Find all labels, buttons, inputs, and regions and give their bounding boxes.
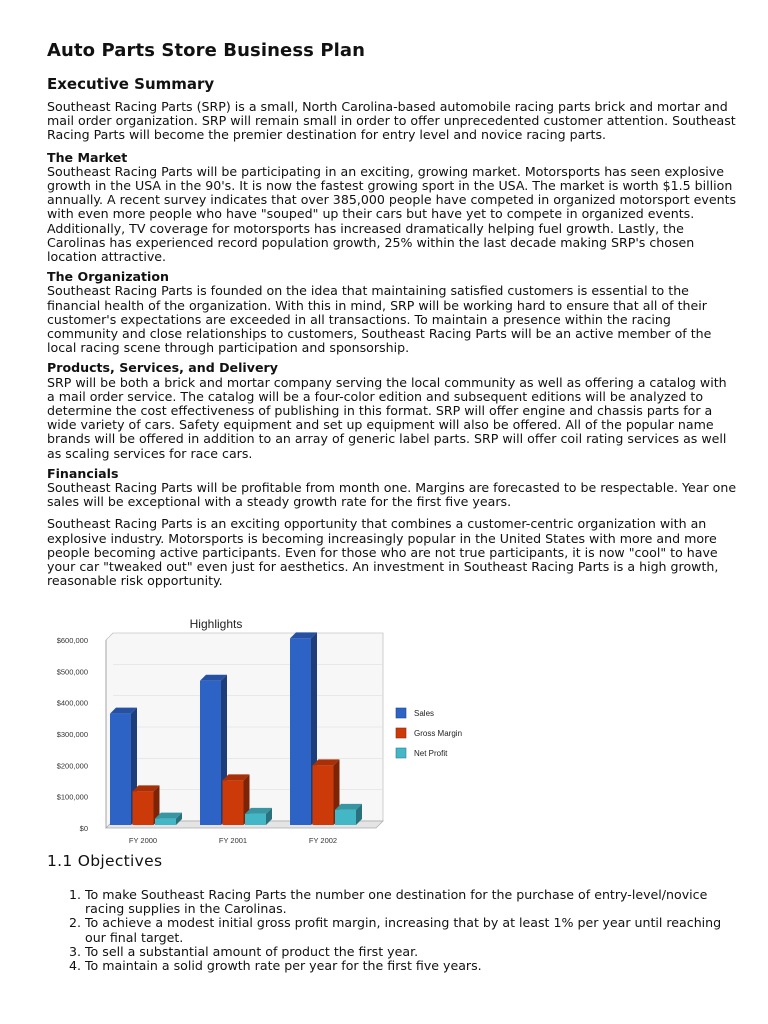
y-tick-label: $400,000 [56, 698, 88, 708]
bar-gross-margin [133, 791, 154, 825]
chart-title: Highlights [189, 617, 243, 631]
x-tick-label: FY 2000 [128, 836, 158, 845]
bar-net-profit [155, 819, 176, 825]
exec-summary-closing: Southeast Racing Parts is an exciting opportunity that combines a customer-centric organization with an explosive industry. Motorsports is becoming increasingly popular in the United States with more and more people becoming active participants. Even for those who are not true participants, it is now "cool" to have your car "tweaked out" even just for aesthetics. An investment in Southeast Racing Parts is a high growth, reasonable risk opportunity. [47, 516, 719, 589]
section-financials [47, 467, 737, 510]
section-heading: Financials [47, 465, 119, 481]
section-heading: The Market [47, 149, 128, 165]
bar-sales [110, 714, 131, 825]
legend-swatch [396, 748, 406, 758]
bar-net-profit [245, 814, 266, 825]
y-tick-label: $300,000 [56, 730, 88, 739]
section-products [47, 361, 737, 460]
exec-summary-heading: Executive Summary [47, 75, 215, 93]
objective-item: 3. To sell a substantial amount of product the first year. [85, 945, 737, 959]
highlights-chart [40, 610, 480, 850]
section-heading: Products, Services, and Delivery [47, 360, 278, 376]
objective-item: 2. To achieve a modest initial gross profit margin, increasing that by at least 1% per year until reaching our final target. [85, 916, 737, 944]
x-tick-label: FY 2001 [218, 836, 248, 845]
objectives-heading: 1.1 Objectives [47, 852, 163, 870]
bar-sales [200, 681, 221, 825]
section-heading: The Organization [47, 269, 169, 285]
legend-label: Net Profit [414, 749, 448, 758]
x-tick-label: FY 2002 [308, 836, 338, 845]
section-text: SRP will be both a brick and mortar company serving the local community as well as offering a catalog with a mail order service. The catalog will be a four-color edition and subsequent editions will be analyzed to determine the cost effectiveness of publishing in this format. SRP will offer engine and chassis parts for a wide variety of cars. Safety equipment and set up equipment will also be offered. All of the popular name brands will be offered in addition to an array of generic label parts. SRP will offer coil rating services as well as scaling services for race cars. [47, 374, 727, 461]
section-text: Southeast Racing Parts will be participating in an exciting, growing market. Motorsports has seen explosive growth in the USA in the 90's. It is now the fastest growing sport in the USA. The market is worth $1.5 billion annually. A recent survey indicates that over 385,000 people have competed in organized motorsport events with even more people who have "souped" up their cars but have yet to compete in organized events. Additionally, TV coverage for motorsports has increased dramatically helping fuel growth. Lastly, the Carolinas has experienced record population growth, 25% within the last decade making SRP's chosen location attractive. [47, 163, 737, 265]
page-title: Auto Parts Store Business Plan [47, 40, 366, 61]
y-tick-label: $100,000 [56, 792, 88, 802]
bar-net-profit [335, 810, 356, 825]
objective-item: 1. To make Southeast Racing Parts the number one destination for the purchase of entry-level/novice racing supplies in the Carolinas. [85, 888, 737, 916]
y-tick-label: $0 [79, 824, 88, 833]
bar-gross-margin [223, 780, 244, 825]
legend-swatch [396, 708, 406, 718]
section-text: Southeast Racing Parts is founded on the idea that maintaining satisfied customers is essential to the financial health of the organization. With this in mind, SRP will be working hard to ensure that all of their customer's expectations are exceeded in all transactions. To maintain a presence within the racing community and close relationships to customers, Southeast Racing Parts will be an active member of the local racing scene through participation and sponsorship. [47, 283, 712, 356]
bar-gross-margin [313, 765, 334, 825]
document-body [47, 40, 737, 589]
objective-item: 4. To maintain a solid growth rate per year for the first five years. [85, 959, 737, 973]
objectives-section [47, 852, 737, 973]
bar-sales [290, 638, 311, 825]
legend-label: Sales [414, 709, 435, 718]
section-text: Southeast Racing Parts will be profitable from month one. Margins are forecasted to be respectable. Year one sales will be exceptional with a steady growth rate for the first five years. [47, 480, 737, 510]
legend-label: Gross Margin [414, 729, 463, 738]
exec-summary-intro: Southeast Racing Parts (SRP) is a small, North Carolina-based automobile racing parts brick and mortar and mail order organization. SRP will remain small in order to offer unprecedented customer attention. Southeast Racing Parts will become the premier destination for entry level and novice racing parts. [47, 99, 736, 143]
objectives-list [47, 888, 737, 973]
chart-svg [40, 610, 480, 850]
section-market [47, 151, 737, 265]
legend-swatch [396, 728, 406, 738]
y-tick-label: $500,000 [56, 667, 88, 677]
y-tick-label: $600,000 [56, 636, 88, 645]
y-tick-label: $200,000 [56, 761, 88, 771]
section-organization [47, 270, 737, 355]
